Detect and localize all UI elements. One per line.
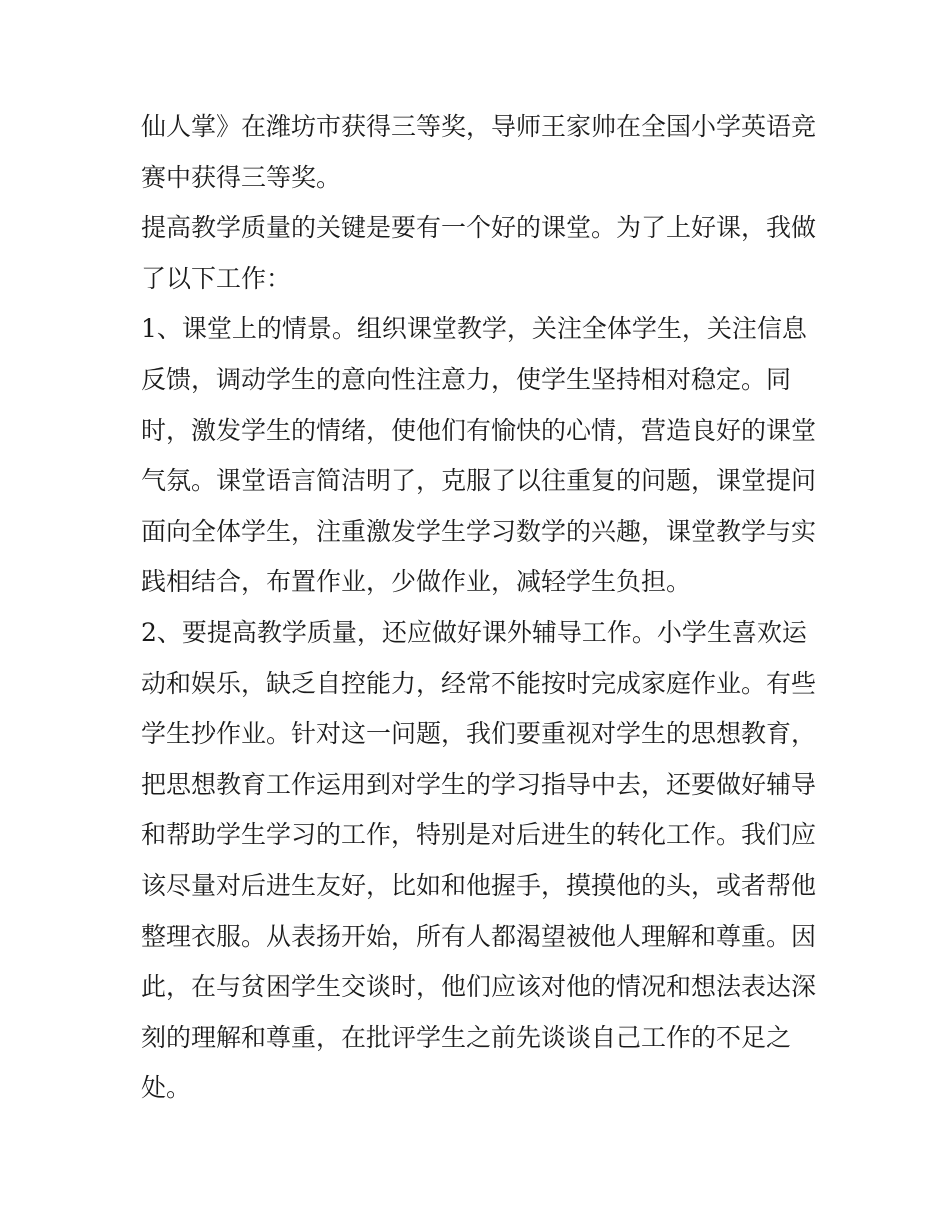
- paragraph-item-1: [141, 304, 816, 608]
- document-body: [141, 102, 816, 1114]
- text-line: 把思想教育工作运用到对学生的学习指导中去，还要做好辅导: [141, 769, 817, 799]
- text-line: 2、要提高教学质量，还应做好课外辅导工作。小学生喜欢运: [141, 617, 807, 647]
- text-line: 仙人掌》在潍坊市获得三等奖，导师王家帅在全国小学英语竞: [141, 112, 817, 141]
- text-line: 该尽量对后进生友好，比如和他握手，摸摸他的头，或者帮他: [141, 870, 817, 900]
- text-line: 时，激发学生的情绪，使他们有愉快的心情，营造良好的课堂: [141, 415, 817, 445]
- paragraph-intro: [141, 203, 816, 304]
- text-line: 了以下工作：: [141, 263, 292, 293]
- text-line: 践相结合，布置作业，少做作业，减轻学生负担。: [141, 567, 692, 597]
- text-line: 提高教学质量的关键是要有一个好的课堂。为了上好课，我做: [141, 213, 817, 243]
- text-line: 此，在与贫困学生交谈时，他们应该对他的情况和想法表达深: [141, 972, 817, 1002]
- text-line: 气氛。课堂语言简洁明了，克服了以往重复的问题，课堂提问: [141, 466, 817, 496]
- text-line: 1、课堂上的情景。组织课堂教学，关注全体学生，关注信息: [141, 314, 807, 344]
- paragraph-item-2: [141, 608, 816, 1114]
- text-line: 整理衣服。从表扬开始，所有人都渴望被他人理解和尊重。因: [141, 921, 817, 951]
- text-line: 和帮助学生学习的工作，特别是对后进生的转化工作。我们应: [141, 820, 817, 850]
- text-line: 处。: [141, 1073, 192, 1103]
- text-line: 学生抄作业。针对这一问题，我们要重视对学生的思想教育，: [141, 719, 817, 749]
- text-line: 面向全体学生，注重激发学生学习数学的兴趣，课堂教学与实: [141, 516, 817, 546]
- paragraph-award: [141, 102, 816, 203]
- text-line: 动和娱乐，缺乏自控能力，经常不能按时完成家庭作业。有些: [141, 668, 817, 698]
- text-line: 反馈，调动学生的意向性注意力，使学生坚持相对稳定。同: [141, 364, 792, 394]
- text-line: 赛中获得三等奖。: [141, 162, 342, 192]
- text-line: 刻的理解和尊重，在批评学生之前先谈谈自己工作的不足之: [141, 1022, 792, 1052]
